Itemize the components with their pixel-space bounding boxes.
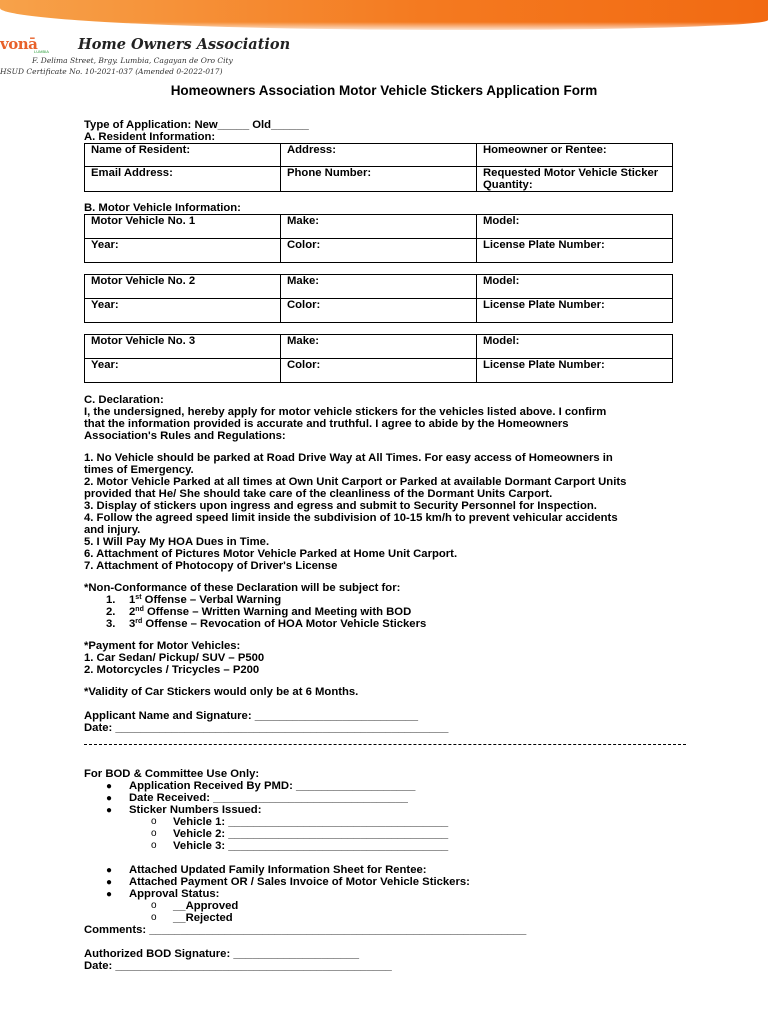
plate-cell[interactable]: License Plate Number: xyxy=(477,299,673,323)
sub-bullet-icon: o xyxy=(151,840,157,851)
payment-line: 2. Motorcycles / Tricycles – P200 xyxy=(84,664,260,676)
rule-line: 1. No Vehicle should be parked at Road Drive Way at All Times. For easy access of Homeowners in xyxy=(84,452,613,464)
resident-address-cell[interactable]: Address: xyxy=(281,144,477,167)
sticker-vehicle-1-field[interactable]: Vehicle 1: ___________________________________ xyxy=(173,816,449,828)
color-cell[interactable]: Color: xyxy=(281,359,477,383)
vehicle-label-cell: Motor Vehicle No. 3 xyxy=(85,335,281,359)
email-cell[interactable]: Email Address: xyxy=(85,167,281,192)
section-a-heading: A. Resident Information: xyxy=(84,131,216,143)
sticker-vehicle-2-field[interactable]: Vehicle 2: ___________________________________ xyxy=(173,828,449,840)
resident-name-cell[interactable]: Name of Resident: xyxy=(85,144,281,167)
payment-title: *Payment for Motor Vehicles: xyxy=(84,640,241,652)
certificate-number: HSUD Certificate No. 10-2021-037 (Amended 0-2022-017) xyxy=(0,67,223,76)
sub-bullet-icon: o xyxy=(151,900,157,911)
sticker-numbers-heading: Sticker Numbers Issued: xyxy=(129,804,262,816)
nonconformance-title: *Non-Conformance of these Declaration will be subject for: xyxy=(84,582,401,594)
form-title: Homeowners Association Motor Vehicle Stickers Application Form xyxy=(170,83,598,98)
bod-title: For BOD & Committee Use Only: xyxy=(84,768,260,780)
logo-brand-sub: LUMBIA xyxy=(34,49,49,54)
logo-brand: vonā xyxy=(0,35,38,53)
vehicle-2-table xyxy=(84,274,673,323)
bod-date-field[interactable]: Date: ____________________________________________ xyxy=(84,960,392,972)
table-row xyxy=(85,359,673,383)
approved-option[interactable]: __Approved xyxy=(173,900,239,912)
section-c-heading: C. Declaration: xyxy=(84,394,164,406)
association-address: F. Delima Street, Brgy. Lumbia, Cagayan de Oro City xyxy=(32,56,233,65)
resident-info-table xyxy=(84,143,673,192)
rule-line: provided that He/ She should take care of the cleanliness of the Dormant Units Carport. xyxy=(84,488,553,500)
make-cell[interactable]: Make: xyxy=(281,335,477,359)
validity-note: *Validity of Car Stickers would only be at 6 Months. xyxy=(84,686,359,698)
year-cell[interactable]: Year: xyxy=(85,299,281,323)
vehicle-label-cell: Motor Vehicle No. 1 xyxy=(85,215,281,239)
rule-line: 7. Attachment of Photocopy of Driver's License xyxy=(84,560,338,572)
cut-line-divider xyxy=(84,744,686,745)
application-type: Type of Application: New_____ Old______ xyxy=(84,119,309,131)
year-cell[interactable]: Year: xyxy=(85,239,281,263)
declaration-line: I, the undersigned, hereby apply for motor vehicle stickers for the vehicles listed above. I confirm xyxy=(84,406,607,418)
model-cell[interactable]: Model: xyxy=(477,335,673,359)
model-cell[interactable]: Model: xyxy=(477,215,673,239)
color-cell[interactable]: Color: xyxy=(281,239,477,263)
sub-bullet-icon: o xyxy=(151,912,157,923)
offense-number: 3. xyxy=(106,618,116,630)
rejected-option[interactable]: __Rejected xyxy=(173,912,233,924)
rule-line: times of Emergency. xyxy=(84,464,194,476)
rule-line: and injury. xyxy=(84,524,141,536)
offense-number: 2. xyxy=(106,606,116,618)
rule-line: 3. Display of stickers upon ingress and egress and submit to Security Personnel for Inspection. xyxy=(84,500,597,512)
sub-bullet-icon: o xyxy=(151,816,157,827)
table-row xyxy=(85,335,673,359)
plate-cell[interactable]: License Plate Number: xyxy=(477,239,673,263)
make-cell[interactable]: Make: xyxy=(281,275,477,299)
header-band-fade xyxy=(0,22,768,32)
payment-invoice-item: Attached Payment OR / Sales Invoice of Motor Vehicle Stickers: xyxy=(129,876,470,888)
table-row xyxy=(85,167,673,192)
bullet-icon: ● xyxy=(106,793,113,804)
bod-signature-field[interactable]: Authorized BOD Signature: ____________________ xyxy=(84,948,360,960)
date-received-field[interactable]: Date Received: _______________________________ xyxy=(129,792,408,804)
plate-cell[interactable]: License Plate Number: xyxy=(477,359,673,383)
color-cell[interactable]: Color: xyxy=(281,299,477,323)
rule-line: 6. Attachment of Pictures Motor Vehicle Parked at Home Unit Carport. xyxy=(84,548,458,560)
model-cell[interactable]: Model: xyxy=(477,275,673,299)
bullet-icon: ● xyxy=(106,865,113,876)
offense-item: 1st Offense – Verbal Warning xyxy=(129,594,282,606)
section-b-heading: B. Motor Vehicle Information: xyxy=(84,202,241,214)
sticker-quantity-cell[interactable]: Requested Motor Vehicle Sticker Quantity: xyxy=(477,167,673,192)
association-name: Home Owners Association xyxy=(78,36,291,53)
bullet-icon: ● xyxy=(106,781,113,792)
table-row xyxy=(85,144,673,167)
table-row xyxy=(85,275,673,299)
declaration-line: that the information provided is accurate and truthful. I agree to abide by the Homeowners xyxy=(84,418,569,430)
rule-line: 4. Follow the agreed speed limit inside the subdivision of 10-15 km/h to prevent vehicular accidents xyxy=(84,512,618,524)
year-cell[interactable]: Year: xyxy=(85,359,281,383)
family-info-sheet-item: Attached Updated Family Information Sheet for Rentee: xyxy=(129,864,427,876)
approval-status-heading: Approval Status: xyxy=(129,888,220,900)
payment-line: 1. Car Sedan/ Pickup/ SUV – P500 xyxy=(84,652,265,664)
applicant-date-field[interactable]: Date: _____________________________________________________ xyxy=(84,722,449,734)
bullet-icon: ● xyxy=(106,877,113,888)
bullet-icon: ● xyxy=(106,889,113,900)
comments-field[interactable]: Comments: ____________________________________________________________ xyxy=(84,924,527,936)
vehicle-label-cell: Motor Vehicle No. 2 xyxy=(85,275,281,299)
vehicle-3-table xyxy=(84,334,673,383)
offense-number: 1. xyxy=(106,594,116,606)
sub-bullet-icon: o xyxy=(151,828,157,839)
bullet-icon: ● xyxy=(106,805,113,816)
offense-item: 3rd Offense – Revocation of HOA Motor Vehicle Stickers xyxy=(129,618,427,630)
phone-cell[interactable]: Phone Number: xyxy=(281,167,477,192)
table-row xyxy=(85,299,673,323)
sticker-vehicle-3-field[interactable]: Vehicle 3: ___________________________________ xyxy=(173,840,449,852)
homeowner-rentee-cell[interactable]: Homeowner or Rentee: xyxy=(477,144,673,167)
table-row xyxy=(85,239,673,263)
offense-item: 2nd Offense – Written Warning and Meeting with BOD xyxy=(129,606,412,618)
vehicle-1-table xyxy=(84,214,673,263)
table-row xyxy=(85,215,673,239)
applicant-signature-field[interactable]: Applicant Name and Signature: __________________________ xyxy=(84,710,419,722)
rule-line: 2. Motor Vehicle Parked at all times at Own Unit Carport or Parked at available Dormant Carport Units xyxy=(84,476,627,488)
rule-line: 5. I Will Pay My HOA Dues in Time. xyxy=(84,536,270,548)
declaration-line: Association's Rules and Regulations: xyxy=(84,430,286,442)
make-cell[interactable]: Make: xyxy=(281,215,477,239)
received-by-field[interactable]: Application Received By PMD: ___________________ xyxy=(129,780,416,792)
